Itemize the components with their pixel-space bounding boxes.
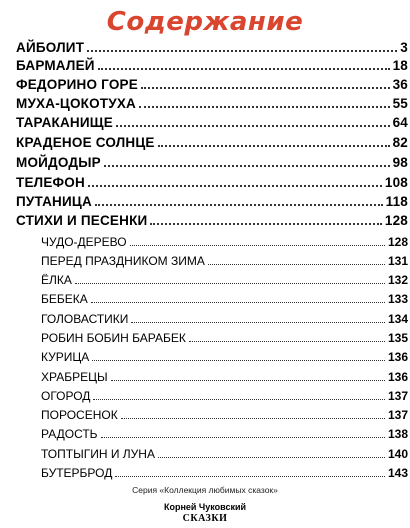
dot-leader [75, 283, 385, 284]
dot-leader [95, 204, 383, 206]
toc-subentry-page: 136 [387, 370, 408, 384]
toc-entry-page: 128 [384, 213, 408, 228]
toc-subentry-page: 135 [387, 331, 408, 345]
toc-entry-title: ТЕЛЕФОН [16, 175, 85, 190]
toc-entry-page: 55 [392, 96, 408, 111]
toc-subentry [41, 447, 408, 461]
toc-subentry-page: 132 [387, 273, 408, 287]
toc-entry [16, 155, 408, 170]
toc-entry-page: 108 [384, 175, 408, 190]
toc-subentry-page: 143 [387, 466, 408, 480]
dot-leader [87, 50, 397, 52]
toc-subentry-title: ТОПТЫГИН И ЛУНА [41, 447, 155, 461]
dot-leader [208, 264, 385, 265]
toc-entry-title: БАРМАЛЕЙ [16, 58, 95, 73]
dot-leader [111, 380, 385, 381]
toc-entry-page: 98 [392, 155, 408, 170]
dot-leader [121, 418, 385, 419]
dot-leader [91, 302, 385, 303]
dot-leader [92, 360, 385, 361]
dot-leader [93, 399, 385, 400]
toc-subentry [41, 273, 408, 287]
toc-subentry-title: ПОРОСЕНОК [41, 408, 118, 422]
book-title: СКАЗКИ [182, 513, 228, 524]
toc-subentry-title: ХРАБРЕЦЫ [41, 370, 108, 384]
toc-entry-page: 82 [392, 135, 408, 150]
toc-subentry-page: 134 [387, 312, 408, 326]
toc-entry-title: ФЕДОРИНО ГОРЕ [16, 77, 138, 92]
dot-leader [115, 476, 385, 477]
author-name: Корней Чуковский [163, 502, 247, 512]
toc-subentry [41, 370, 408, 384]
toc-subentry-title: ЧУДО-ДЕРЕВО [41, 235, 127, 249]
toc-entry [16, 58, 408, 73]
toc-subentry-page: 131 [387, 254, 408, 268]
toc-subentry-page: 133 [387, 292, 408, 306]
toc-subentry [41, 389, 408, 403]
toc-subentry-title: БУТЕРБРОД [41, 466, 113, 480]
toc-subentry-title: РАДОСТЬ [41, 427, 98, 441]
toc-subentry [41, 331, 408, 345]
dot-leader [130, 245, 385, 246]
toc-entry [16, 213, 408, 228]
dot-leader [101, 437, 385, 438]
toc-subentry [41, 427, 408, 441]
page-title: Содержание [106, 7, 304, 37]
dot-leader [189, 341, 385, 342]
toc-entry-title: ТАРАКАНИЩЕ [16, 115, 113, 130]
toc-subentry [41, 408, 408, 422]
series-name: Серия «Коллекция любимых сказок» [132, 485, 278, 495]
dot-leader [98, 68, 390, 70]
toc-subentry [41, 350, 408, 364]
toc-subentry-title: ПЕРЕД ПРАЗДНИКОМ ЗИМА [41, 254, 205, 268]
dot-leader [158, 145, 390, 147]
toc-subentry [41, 292, 408, 306]
toc-entry-title: ПУТАНИЦА [16, 194, 92, 209]
toc-entry [16, 77, 408, 92]
toc-subentry [41, 235, 408, 249]
toc-entry [16, 115, 408, 130]
toc-subentry-page: 137 [387, 408, 408, 422]
toc-subentry-title: ГОЛОВАСТИКИ [41, 312, 129, 326]
toc-subentry-page: 140 [387, 447, 408, 461]
toc-subentry-page: 137 [387, 389, 408, 403]
toc-entry-page: 18 [392, 58, 408, 73]
toc-subentry-title: КУРИЦА [41, 350, 90, 364]
toc-subentry [41, 312, 408, 326]
toc-entry [16, 96, 408, 111]
toc-entry [16, 175, 408, 190]
toc-entry-title: МУХА-ЦОКОТУХА [16, 96, 136, 111]
dot-leader [158, 457, 385, 458]
toc-subentry-page: 128 [387, 235, 408, 249]
dot-leader [139, 106, 390, 108]
toc-subentry-title: РОБИН БОБИН БАРАБЕК [41, 331, 186, 345]
dot-leader [150, 223, 381, 225]
toc-entry [16, 194, 408, 209]
toc-entry [16, 135, 408, 150]
toc-entry-page: 118 [385, 194, 408, 209]
dot-leader [131, 322, 385, 323]
toc-entry-title: АЙБОЛИТ [16, 40, 85, 55]
toc-entry-title: СТИХИ И ПЕСЕНКИ [16, 213, 148, 228]
dot-leader [116, 125, 390, 127]
dot-leader [88, 185, 382, 187]
toc-entry-page: 3 [400, 40, 408, 55]
toc-subentry [41, 466, 408, 480]
toc-entry-page: 36 [392, 77, 408, 92]
toc-subentry-title: ОГОРОД [41, 389, 91, 403]
toc-subentry-page: 136 [387, 350, 408, 364]
toc-subentry-page: 138 [387, 427, 408, 441]
toc-entry-title: КРАДЕНОЕ СОЛНЦЕ [16, 135, 155, 150]
toc-entry-title: МОЙДОДЫР [16, 155, 101, 170]
toc-subentry [41, 254, 408, 268]
toc-subentry-title: ЁЛКА [41, 273, 72, 287]
toc-entry [16, 40, 408, 55]
dot-leader [141, 87, 390, 89]
toc-entry-page: 64 [392, 115, 408, 130]
toc-subentry-title: БЕБЕКА [41, 292, 88, 306]
dot-leader [104, 165, 390, 167]
